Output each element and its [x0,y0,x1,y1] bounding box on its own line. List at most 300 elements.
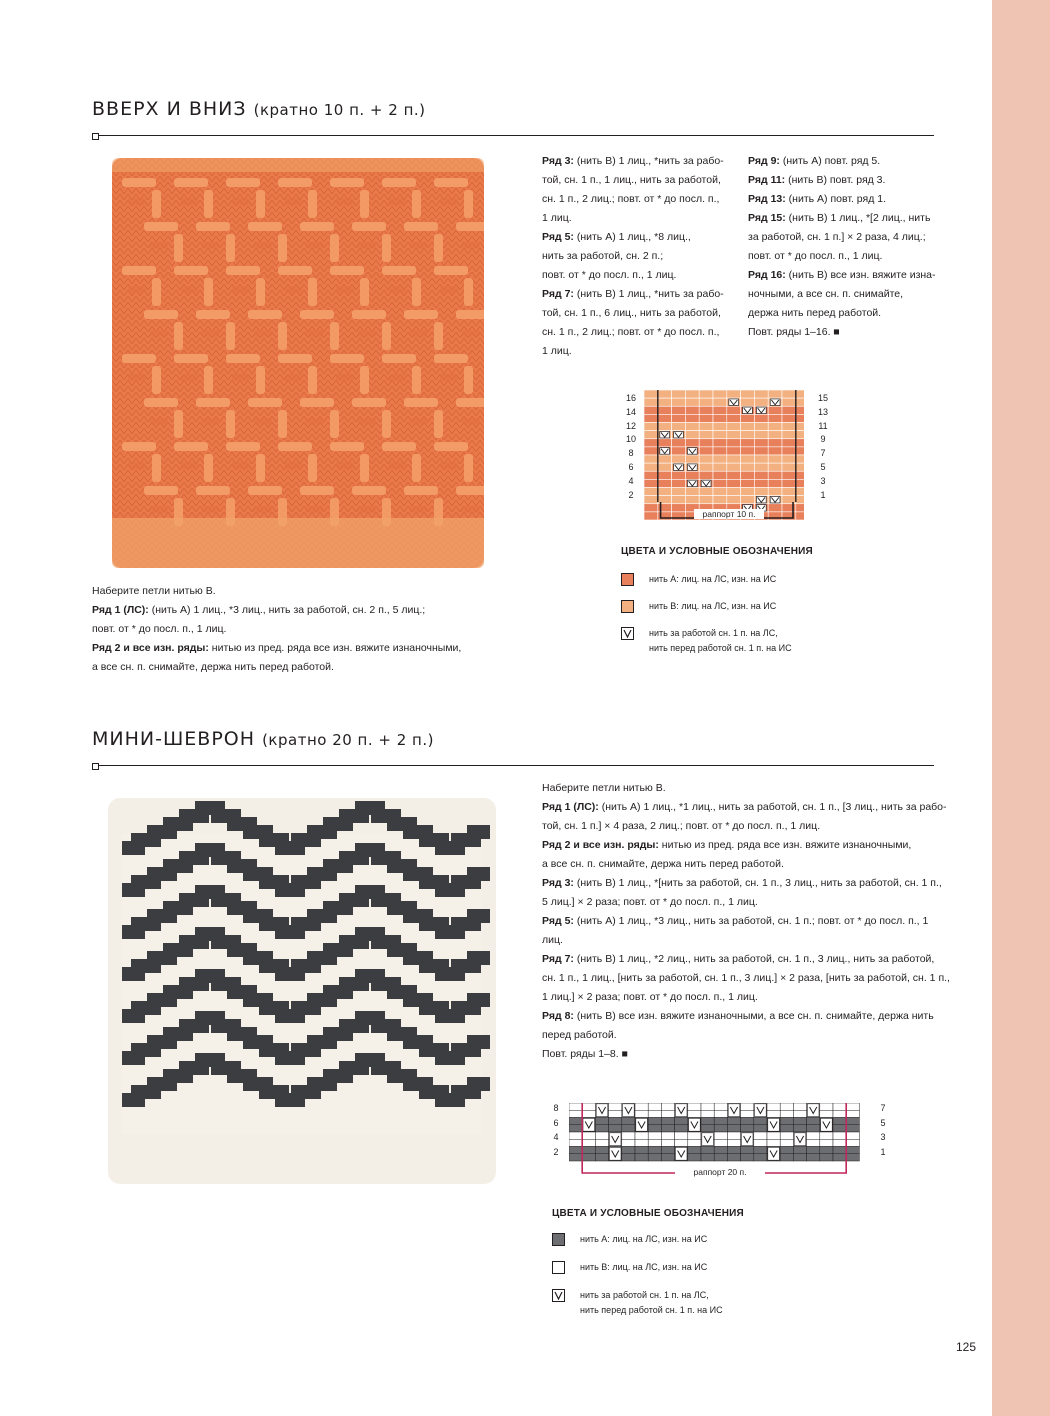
section1-col2-line [748,171,948,190]
chart2-cell [569,1110,582,1117]
weave-bar [278,178,312,187]
chart1-cell [658,390,672,398]
chart1-cell [741,423,755,431]
chart2-cell [688,1147,701,1154]
weave-post [360,278,369,306]
section2-text-line [542,1007,952,1026]
chart1-cell [727,423,741,431]
chart1-cell [796,439,804,447]
row-text: сн. 1 п., 1 лиц., [нить за работой, сн. 1 п., 3 лиц.] × 2 раза, [нить за работой, сн. 1 п., [542,972,950,984]
section2-text-line [542,1045,952,1064]
chart2-cell [661,1118,674,1125]
section1-col1-line [542,247,742,266]
chart2-cell [780,1110,793,1117]
chart1-slip-stitch [770,496,780,503]
chart1-cell [782,447,796,455]
chart2-cell [648,1125,661,1132]
chart1-cell [754,431,768,439]
weave-shadow [150,506,168,513]
chart1-slip-stitch [756,496,766,503]
section2-text-line [542,950,952,969]
section1-bottom-line [92,601,492,620]
row-text: 1 лиц. [542,345,572,357]
weave-post [278,234,287,262]
chart2-cell [741,1147,754,1154]
chart2-cell [727,1118,740,1125]
chart2-cell [648,1139,661,1146]
weave-post [278,410,287,438]
section2-text-line [542,817,952,836]
weave-bar [278,354,312,363]
chart1-slip-stitch [674,464,684,471]
chart2-cell [688,1139,701,1146]
chart1-cell [685,471,699,479]
section2-instructions [542,779,952,1064]
chart1-cell [658,479,672,487]
chart-row-number: 7 [880,1103,886,1113]
chart1-cell [644,439,658,447]
weave-post [226,234,235,262]
weave-shadow [462,506,480,513]
weave-bar [456,222,484,231]
row-text: 5 лиц.] × 2 раза; повт. от * до посл. п., 1 лиц. [542,896,758,908]
weave-post [152,190,161,218]
row-text: нить за работой, сн. 2 п.; [542,250,664,262]
chart2-cell [780,1103,793,1110]
row-text: (нить B) 1 лиц., *нить за рабо- [573,155,724,167]
page-number: 125 [956,1340,977,1354]
chart1-cell [796,431,804,439]
chart1-cell [727,471,741,479]
row-text: повт. от * до посл. п., 1 лиц. [92,623,227,635]
chart2-cell [582,1132,595,1139]
section2-text-line [542,1026,952,1045]
chart-row-number: 1 [880,1146,886,1157]
chart1-cell [644,455,658,463]
chart1-cell [768,447,782,455]
weave-bar [382,442,416,451]
chart1-cell [727,447,741,455]
chart2-cell [648,1110,661,1117]
weave-shadow [462,418,480,425]
weave-shadow [306,242,324,249]
weave-shadow [462,330,480,337]
chart2-cell [661,1154,674,1161]
weave-bar [434,178,468,187]
legend-color-swatch [552,1261,565,1274]
row-label: Ряд 13: [748,193,786,205]
row-label: Ряд 7: [542,953,574,965]
weave-bar [330,178,364,187]
chart2-cell [635,1147,648,1154]
chart1-cell [741,390,755,398]
chart2-cell [582,1147,595,1154]
row-text: (нить B) 1 лиц., *нить за рабо- [573,288,724,300]
weave-shadow [128,462,146,469]
chart1-cell [754,488,768,496]
weave-shadow [254,330,272,337]
chart2-cell [754,1125,767,1132]
chart2-cell [714,1154,727,1161]
chart1-cell [796,479,804,487]
chart1-cell [754,455,768,463]
chart1-cell [741,447,755,455]
chart-row-number: 3 [820,475,826,486]
weave-shadow [358,242,376,249]
weave-post [204,278,213,306]
chart2-cell [661,1132,674,1139]
chart1-cell [672,447,686,455]
legend-label [649,572,776,587]
weave-post [360,366,369,394]
chart2-cell [833,1132,846,1139]
chart1-cell [796,496,804,504]
row-text: той, сн. 1 п., 6 лиц., нить за работой, [542,307,721,319]
chart2-cell [675,1139,688,1146]
weave-post [204,190,213,218]
weave-post [256,190,265,218]
chart1-slip-stitch [701,480,711,487]
legend-label-line: нить A: лиц. на ЛС, изн. на ИС [649,574,777,584]
weave-shadow [336,374,354,381]
row-text: нитью из пред. ряда все изн. вяжите изнаночными, [208,642,462,654]
chart1-cell [796,423,804,431]
chart2-cell [569,1118,582,1125]
chart1-cell [672,496,686,504]
weave-post [382,322,391,350]
chart2-cell [701,1125,714,1132]
chart1-cell [713,447,727,455]
chart1-cell [658,414,672,422]
weave-bar [174,178,208,187]
chart1-cell [658,406,672,414]
chart2-cell [780,1147,793,1154]
weave-post [412,454,421,482]
weave-shadow [440,198,458,205]
chart2-cell [648,1154,661,1161]
chart1-cell [754,423,768,431]
row-label: Ряд 3: [542,155,574,167]
weave-bar [248,222,282,231]
chart-row-number: 1 [820,489,826,500]
chart1-cell [796,488,804,496]
legend-label-line: нить B: лиц. на ЛС, изн. на ИС [580,1262,708,1272]
chart1-cell [796,414,804,422]
weave-post [464,454,473,482]
chart1-cell [796,390,804,398]
chart1-cell [658,488,672,496]
chart1-cell [741,496,755,504]
weave-post [434,322,443,350]
row-label: Ряд 5: [542,915,574,927]
chart2-cell [727,1147,740,1154]
chart1-cell [754,398,768,406]
weave-shadow [150,418,168,425]
weave-shadow [462,242,480,249]
chart2-cell [793,1103,806,1110]
weave-post [308,190,317,218]
chart1-cell [699,431,713,439]
page-edge-strip [992,0,1050,1416]
weave-post [464,366,473,394]
weave-shadow [440,286,458,293]
weave-post [256,278,265,306]
weave-bar [330,442,364,451]
chart1-cell [713,406,727,414]
chart1-cell [727,479,741,487]
chart2-cell [701,1118,714,1125]
chart-row-number: 6 [553,1117,559,1128]
chart1-cell [644,431,658,439]
row-label: Ряд 2 и все изн. ряды: [542,839,659,851]
weave-post [278,322,287,350]
section1-bottom-line [92,620,492,639]
chart1-cell [796,455,804,463]
chart1-slip-stitch [674,431,684,438]
weave-shadow [232,462,250,469]
row-text: (нить B) 1 лиц., *[2 лиц., нить [785,212,931,224]
chart2-cell [648,1118,661,1125]
chart1-cell [782,479,796,487]
weave-shadow [284,286,302,293]
weave-shadow [336,286,354,293]
chart2-cell [582,1139,595,1146]
weave-shadow [202,330,220,337]
chart1-cell [782,471,796,479]
chart1-cell [713,471,727,479]
section1-col2-line [748,323,948,342]
section2-text-line [542,912,952,950]
chart1-cell [741,455,755,463]
chart1-cell [685,414,699,422]
chart1-cell [796,504,804,512]
chart2-cell [833,1154,846,1161]
chart2-cell [714,1147,727,1154]
chart1-cell [782,423,796,431]
chart2-cell [609,1125,622,1132]
row-text: Повт. ряды 1–8. ■ [542,1048,628,1060]
weave-post [152,366,161,394]
chart1-cell [768,390,782,398]
row-text: (нить B) повт. ряд 3. [785,174,886,186]
chart2-cell [780,1125,793,1132]
chart1-cell [699,406,713,414]
chart2-cell [793,1154,806,1161]
chart1-cell [672,398,686,406]
weave-shadow [284,462,302,469]
row-text: (нить A) повт. ряд 5. [779,155,881,167]
chart1-cell [699,439,713,447]
section1-col1-line [542,266,742,285]
row-text: той, сн. 1 п.] × 4 раза, 2 лиц.; повт. от * до посл. п., 1 лиц. [542,820,821,832]
weave-shadow [388,286,406,293]
chart2-cell [569,1132,582,1139]
weave-shadow [410,418,428,425]
chart1-cell [768,479,782,487]
weave-bar [144,310,178,319]
chart2-cell [741,1125,754,1132]
chart1-cell [644,504,658,512]
knit-swatch-chevron [108,798,496,1184]
chart1-grid [644,390,804,520]
chart-row-number: 7 [820,448,826,459]
chart2-cell [846,1110,859,1117]
chart2-cell [833,1118,846,1125]
chart1-cell [672,414,686,422]
chart2-cell [741,1118,754,1125]
chart2-slip-stitch [821,1118,833,1131]
chart1-cell [782,439,796,447]
chart-row-number: 3 [880,1132,886,1143]
weave-shadow [128,374,146,381]
weave-post [204,366,213,394]
chart2-cell [622,1118,635,1125]
chart1-slip-stitch [729,399,739,406]
section1-col2-line [748,285,948,304]
weave-shadow [202,418,220,425]
weave-shadow [336,198,354,205]
row-text: (нить A) 1 лиц., *3 лиц., нить за работой, сн. 1 п.; повт. от * до посл. п., 1 лиц. [542,915,929,946]
chart-row-number: 5 [820,462,826,472]
chart1-cell [782,398,796,406]
chart2-cell [609,1110,622,1117]
weave-post [330,322,339,350]
weave-post [412,190,421,218]
chart2-cell [714,1125,727,1132]
weave-bar [122,442,156,451]
chart2-cell [635,1139,648,1146]
chart1-slip-stitch [687,448,697,455]
section-title-up-and-down [92,98,426,120]
chart2-cell [661,1139,674,1146]
section1-col2-line [748,228,948,247]
chart1-repeat-label: раппорт 10 п. [694,509,764,519]
chart1-cell [796,471,804,479]
chart2-cell [807,1125,820,1132]
weave-post [382,410,391,438]
weave-shadow [306,418,324,425]
weave-shadow [388,462,406,469]
chart1-cell [685,390,699,398]
weave-bar [196,222,230,231]
weave-bar [434,266,468,275]
chart2-cell [833,1103,846,1110]
row-text: Повт. ряды 1–16. ■ [748,326,840,338]
weave-shadow [254,242,272,249]
chart1-cell [699,471,713,479]
chart2-cell [609,1118,622,1125]
chart2-cell [582,1154,595,1161]
weave-post [226,410,235,438]
chart2-cell [754,1154,767,1161]
chart-row-number: 6 [628,462,634,472]
weave-post [464,190,473,218]
chart2-cell [701,1147,714,1154]
chart2-cell [793,1118,806,1125]
chart1-cell [658,398,672,406]
chart1-cell [644,479,658,487]
chart2-slip-stitch [741,1133,753,1146]
chart2-cell [648,1147,661,1154]
weave-bar [144,398,178,407]
weave-bar [226,178,260,187]
chart2-cell [820,1103,833,1110]
legend-label-line: нить B: лиц. на ЛС, изн. на ИС [649,601,777,611]
chart1-cell [685,431,699,439]
chart2-cell [767,1110,780,1117]
chart2-cell [595,1125,608,1132]
chart2-cell [569,1125,582,1132]
chart2-cell [714,1103,727,1110]
weave-bar [404,310,438,319]
chart2-slip-stitch [768,1118,780,1131]
chart-row-number: 8 [553,1103,559,1113]
weave-bar [352,398,386,407]
weave-shadow [388,198,406,205]
chart2-cell [701,1103,714,1110]
chart1-cell [782,406,796,414]
chart1-cell [782,414,796,422]
chart2-cell [767,1132,780,1139]
row-label: Ряд 9: [748,155,780,167]
chart2-cell [595,1139,608,1146]
chart1-cell [672,439,686,447]
chart2-cell [846,1139,859,1146]
weave-shadow [202,506,220,513]
chart2-cell [780,1139,793,1146]
chart1-cell [699,390,713,398]
chart2-cell [820,1147,833,1154]
weave-bar [382,178,416,187]
weave-shadow [254,506,272,513]
section1-col1-line [542,228,742,247]
weave-bar [248,398,282,407]
chart2-cell [635,1110,648,1117]
section2-subtitle: (кратно 20 п. + 2 п.) [262,731,434,749]
row-text: повт. от * до посл. п., 1 лиц. [542,269,677,281]
section2-title: МИНИ-ШЕВРОН [92,728,256,750]
chart1-cell [699,463,713,471]
section2-text-line [542,855,952,874]
row-text: (нить A) 1 лиц., *8 лиц., [573,231,691,243]
chart-row-number: 8 [628,448,634,459]
chart1-cell [644,471,658,479]
chart2-cell [846,1147,859,1154]
weave-shadow [388,374,406,381]
legend-label [580,1288,723,1318]
weave-bar [196,310,230,319]
chart2-cell [780,1118,793,1125]
section1-col2-line [748,247,948,266]
chart2-slip-stitch [728,1104,740,1117]
section1-col1-line [542,323,742,342]
row-label: Ряд 16: [748,269,786,281]
chart1-cell [713,496,727,504]
row-label: Ряд 3: [542,877,574,889]
weave-bar [456,310,484,319]
chart2-cell [622,1154,635,1161]
row-text: а все сн. п. снимайте, держа нить перед работой. [92,661,334,673]
weave-bar [174,442,208,451]
row-text: (нить A) 1 лиц., *1 лиц., нить за работой, сн. 1 п., [3 лиц., нить за рабо- [598,801,947,813]
chart1-cell [713,414,727,422]
chart2-cell [820,1154,833,1161]
chart1-cell [727,496,741,504]
section1-col2-line [748,152,948,171]
weave-bar [300,310,334,319]
row-text: (нить B) все изн. вяжите изнаночными, а все сн. п. снимайте, держа нить [573,1010,934,1022]
weave-bar [226,266,260,275]
